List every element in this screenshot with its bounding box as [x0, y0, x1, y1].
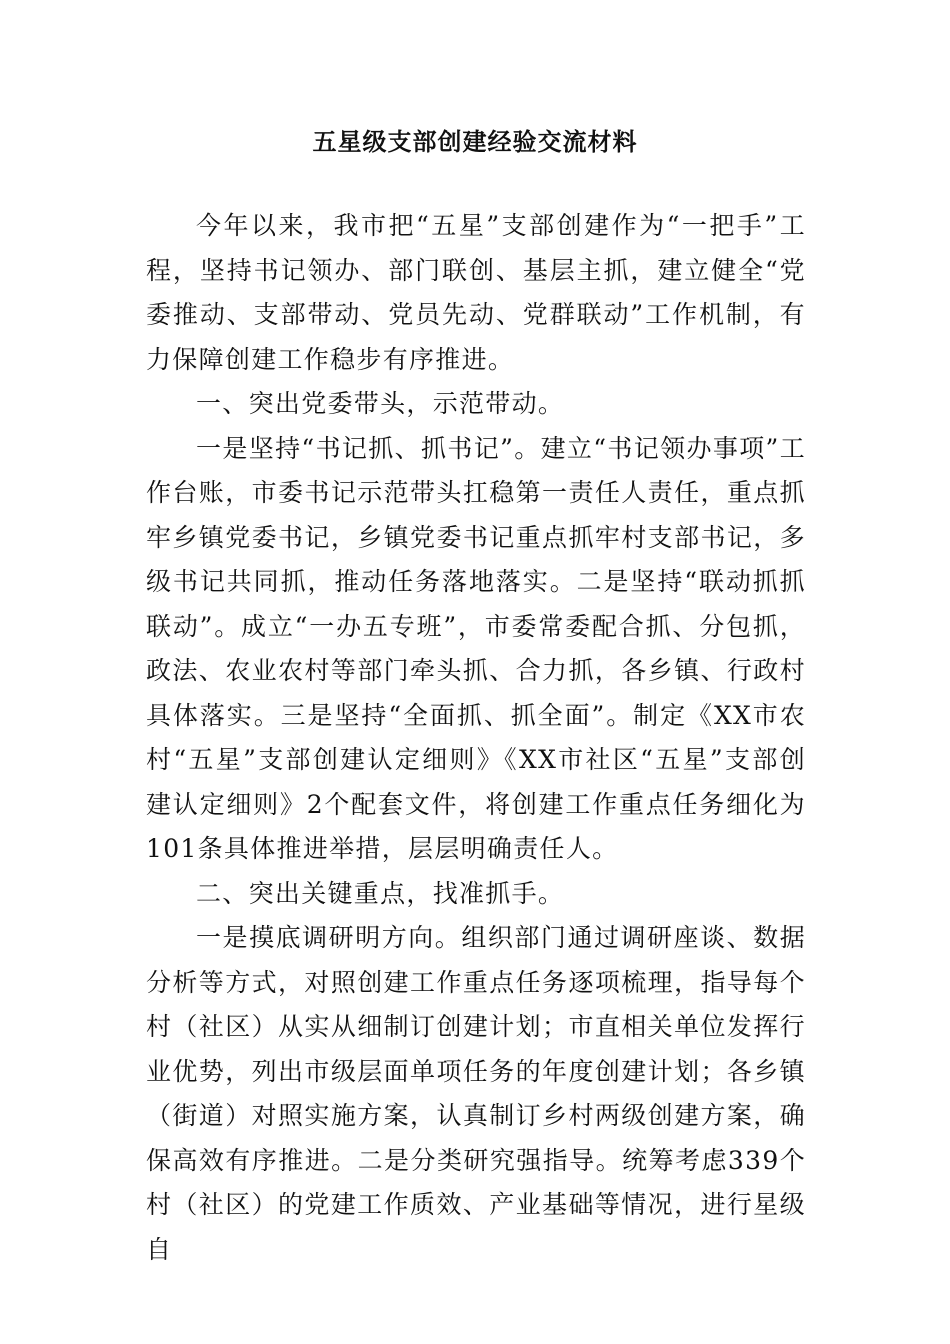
document-title: 五星级支部创建经验交流材料: [312, 127, 638, 156]
section-heading-2: 二、突出关键重点，找准抓手。: [196, 878, 565, 908]
document-body: [146, 204, 806, 1272]
section-2-paragraph: 一是摸底调研明方向。组织部门通过调研座谈、数据分析等方式，对照创建工作重点任务逐项梳理，指导每个村（社区）从实从细制订创建计划；市直相关单位发挥行业优势，列出市级层面单项任务的年度创建计划；各乡镇（街道）对照实施方案，认真制订乡村两级创建方案，确保高效有序推进。二是分类研究强指导。统筹考虑339个村（社区）的党建工作质效、产业基础等情况，进行星级自: [146, 923, 806, 1264]
section-heading-1: 一、突出党委带头，示范带动。: [196, 389, 565, 418]
section-1-paragraph: 一是坚持“书记抓、抓书记”。建立“书记领办事项”工作台账，市委书记示范带头扛稳第一责任人责任，重点抓牢乡镇党委书记，乡镇党委书记重点抓牢村支部书记，多级书记共同抓，推动任务落地落实。二是坚持“联动抓抓联动”。成立“一办五专班”，市委常委配合抓、分包抓，政法、农业农村等部门牵头抓、合力抓，各乡镇、行政村具体落实。三是坚持“全面抓、抓全面”。制定《XX市农村“五星”支部创建认定细则》《XX市社区“五星”支部创建认定细则》2个配套文件，将创建工作重点任务细化为101条具体推进举措，层层明确责任人。: [146, 433, 806, 863]
intro-paragraph: 今年以来，我市把“五星”支部创建作为“一把手”工程，坚持书记领办、部门联创、基层主抓，建立健全“党委推动、支部带动、党员先动、党群联动”工作机制，有力保障创建工作稳步有序推进。: [146, 211, 806, 374]
